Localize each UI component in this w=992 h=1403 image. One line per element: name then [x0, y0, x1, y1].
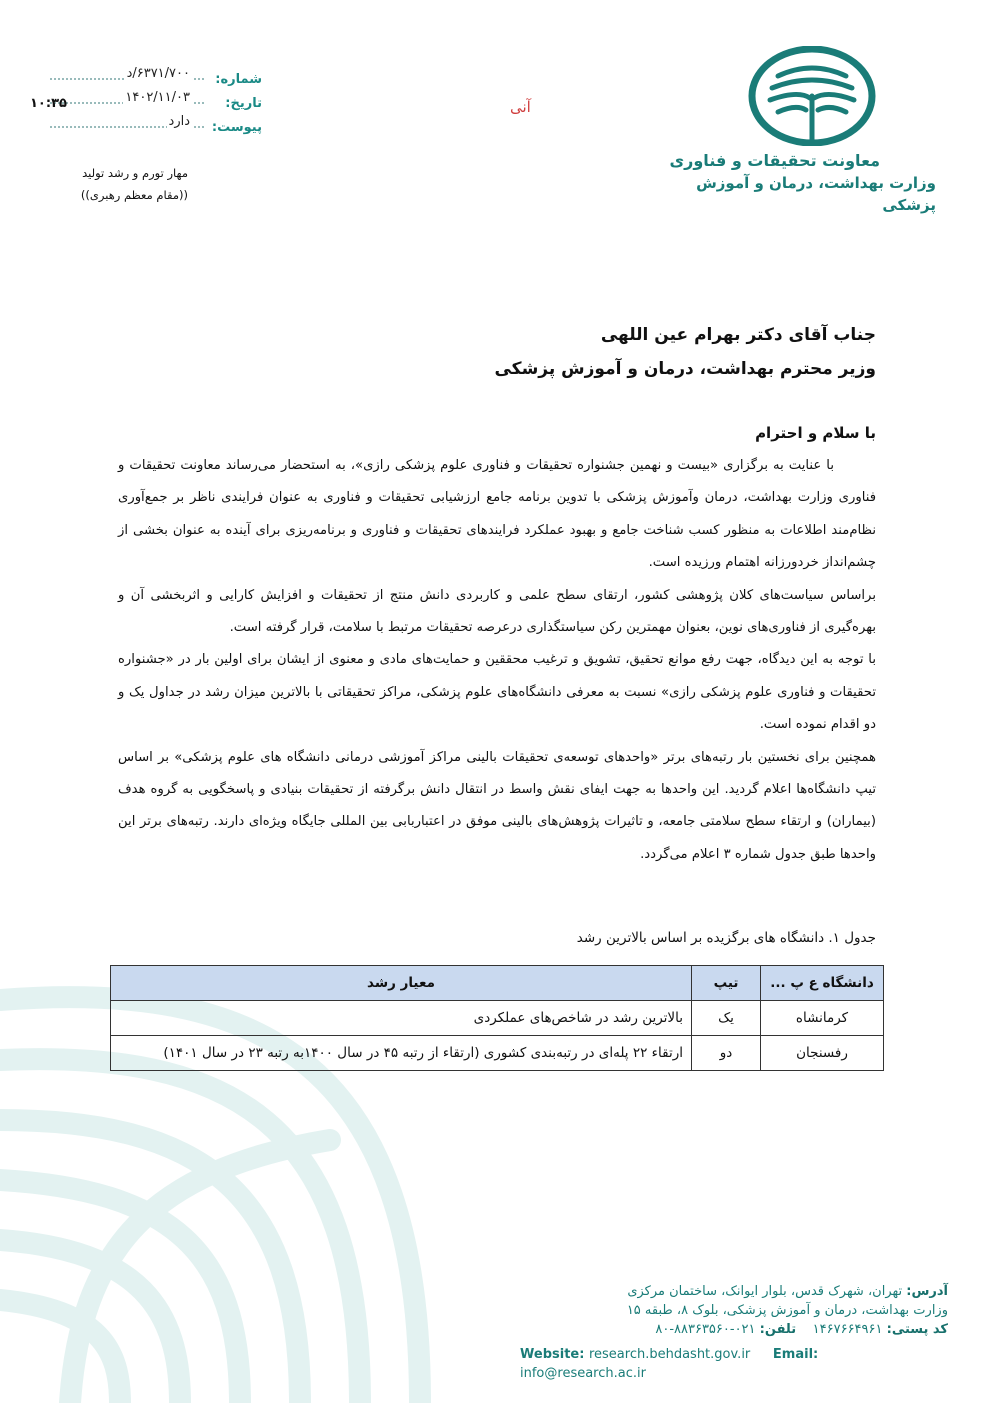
body-paragraph: با توجه به این دیدگاه، جهت رفع موانع تحقیق، تشویق و ترغیب محققین و حمایت‌های مادی و معنوی از ایشان برای اولین بار در «جشنواره تحقیقات و فناوری علوم پزشکی رازی» نسبت به معرفی دانشگاه‌های علوم پزشکی، مراکز تحقیقاتی با بالاترین میزان رشد در جداول یک و دو اقدام نموده است. [118, 652, 876, 733]
addressee-title: وزیر محترم بهداشت، درمان و آموزش پزشکی [494, 359, 876, 379]
table-caption: جدول ۱. دانشگاه های برگزیده بر اساس بالاترین رشد [576, 930, 876, 946]
meta-attachment-label: پیوست: [211, 120, 262, 135]
table-cell-criterion: بالاترین رشد در شاخص‌های عملکردی [111, 1001, 692, 1036]
meta-number-label: شماره: [215, 72, 262, 87]
website-label: Website: [520, 1347, 585, 1362]
phone-value: ۰۲۱-۸۸۳۶۳۵۶۰-۸۰ [655, 1322, 756, 1337]
meta-time: ۱۰:۳۵ [30, 96, 67, 111]
tree-logo-icon [748, 46, 876, 146]
addressee-name: جناب آقای دکتر بهرام عین اللهی [600, 325, 876, 345]
column-header-type: تیپ [692, 966, 761, 1001]
table-cell-university: رفسنجان [761, 1036, 884, 1071]
footer-postal-phone [520, 1320, 948, 1339]
footer-address [520, 1282, 948, 1301]
slogan-line: مهار تورم و رشد تولید [82, 166, 188, 180]
body-paragraph: براساس سیاست‌های کلان پژوهشی کشور، ارتقای سطح علمی و کاربردی دانش منتج از تحقیقات و افزایش کارایی و اثربخشی آن و بهره‌گیری از فناوری‌های نوین، بعنوان مهمترین رکن سیاستگذاری درعرصه تحقیقات مرتبط با سلامت، قرار گرفته است. [118, 587, 876, 636]
column-header-criterion: معیار رشد [111, 966, 692, 1001]
organization-line1: معاونت تحقیقات و فناوری [669, 151, 880, 170]
table-header-row [111, 966, 884, 1001]
table-row [111, 1036, 884, 1071]
document-meta [30, 66, 262, 138]
addressee [490, 318, 876, 386]
body-paragraph: همچنین برای نخستین بار رتبه‌های برتر «واحدهای توسعه‌ی تحقیقات بالینی مراکز آموزشی درمانی دانشگاه های علوم پزشکی» بر اساس تیپ دانشگاه‌ها اعلام گردید. این واحدها به جهت ایفای نقش واسط در انتقال دانش برگرفته از تحقیقات بنیادی و پاسخگویی به گروه هدف (بیماران) و ارتقاء سطح سلامتی جامعه، و تاثیرات پژوهش‌های بالینی موفق در اعتباربابی بین المللی جایگاه ویژه‌ای دارند. رتبه‌های برتر این واحدها طبق جدول شماره ۳ اعلام می‌گردد. [118, 749, 876, 862]
website-link[interactable]: research.behdasht.gov.ir [588, 1347, 751, 1362]
body-paragraph: با عنایت به برگزاری «بیست و نهمین جشنواره تحقیقات و فناوری علوم پزشکی رازی»، به استحضار می‌رساند معاونت تحقیقات و فناوری وزارت بهداشت، درمان وآموزش پزشکی با تدوین برنامه جامع ارزشیابی تحقیقات و فناوری به عنوان فرایندی ناظر بر جمع‌آوری نظام‌مند اطلاعات به منظور کسب شناخت جامع و بهبود عملکرد فرایندهای تحقیقات و فناوری و برنامه‌ریزی برای آینده به عنوان بخشی از چشم‌انداز خردورزانه اهتمام ورزیده است. [118, 458, 876, 571]
meta-number-value: ۶۳۷۱/۷۰۰/د [126, 66, 190, 81]
slogan-source: ((مقام معظم رهبری)) [80, 188, 188, 202]
urgency-note: آنی [510, 98, 531, 116]
meta-attachment-row [30, 114, 262, 138]
email-label: Email: [772, 1347, 819, 1362]
address-line1: تهران، شهرک قدس، بلوار ایوانک، ساختمان مرکزی [627, 1284, 903, 1299]
address-line2: وزارت بهداشت، درمان و آموزش پزشکی، بلوک ۸، طبقه ۱۵ [626, 1303, 948, 1318]
meta-attachment-value: دارد [168, 114, 190, 129]
meta-date-value: ۱۴۰۲/۱۱/۰۳ [125, 90, 190, 105]
slogan [60, 162, 188, 206]
footer-contact [520, 1282, 948, 1383]
organization-name [660, 150, 936, 216]
phone-label: تلفن: [759, 1322, 797, 1337]
greeting: با سلام و احترام [755, 424, 876, 442]
meta-date-label: تاریخ: [225, 96, 262, 111]
organization-line2: وزارت بهداشت، درمان و آموزش پزشکی [696, 174, 936, 214]
results-table [110, 965, 884, 1071]
table-cell-university: کرمانشاه [761, 1001, 884, 1036]
letter-body [118, 450, 876, 871]
table-cell-type: دو [692, 1036, 761, 1071]
footer-web [520, 1345, 948, 1383]
postal-label: کد پستی: [886, 1322, 948, 1337]
meta-number-row [30, 66, 262, 90]
postal-value: ۱۴۶۷۶۶۴۹۶۱ [812, 1322, 883, 1337]
email-link[interactable]: info@research.ac.ir [520, 1366, 646, 1381]
column-header-university: دانشگاه ع پ ... [761, 966, 884, 1001]
address-label: آدرس: [906, 1284, 948, 1299]
table-cell-criterion: ارتقاء ۲۲ پله‌ای در رتبه‌بندی کشوری (ارتقاء از رتبه ۴۵ در سال ۱۴۰۰به رتبه ۲۳ در سال ۱۴۰۱) [111, 1036, 692, 1071]
table-cell-type: یک [692, 1001, 761, 1036]
table-row [111, 1001, 884, 1036]
